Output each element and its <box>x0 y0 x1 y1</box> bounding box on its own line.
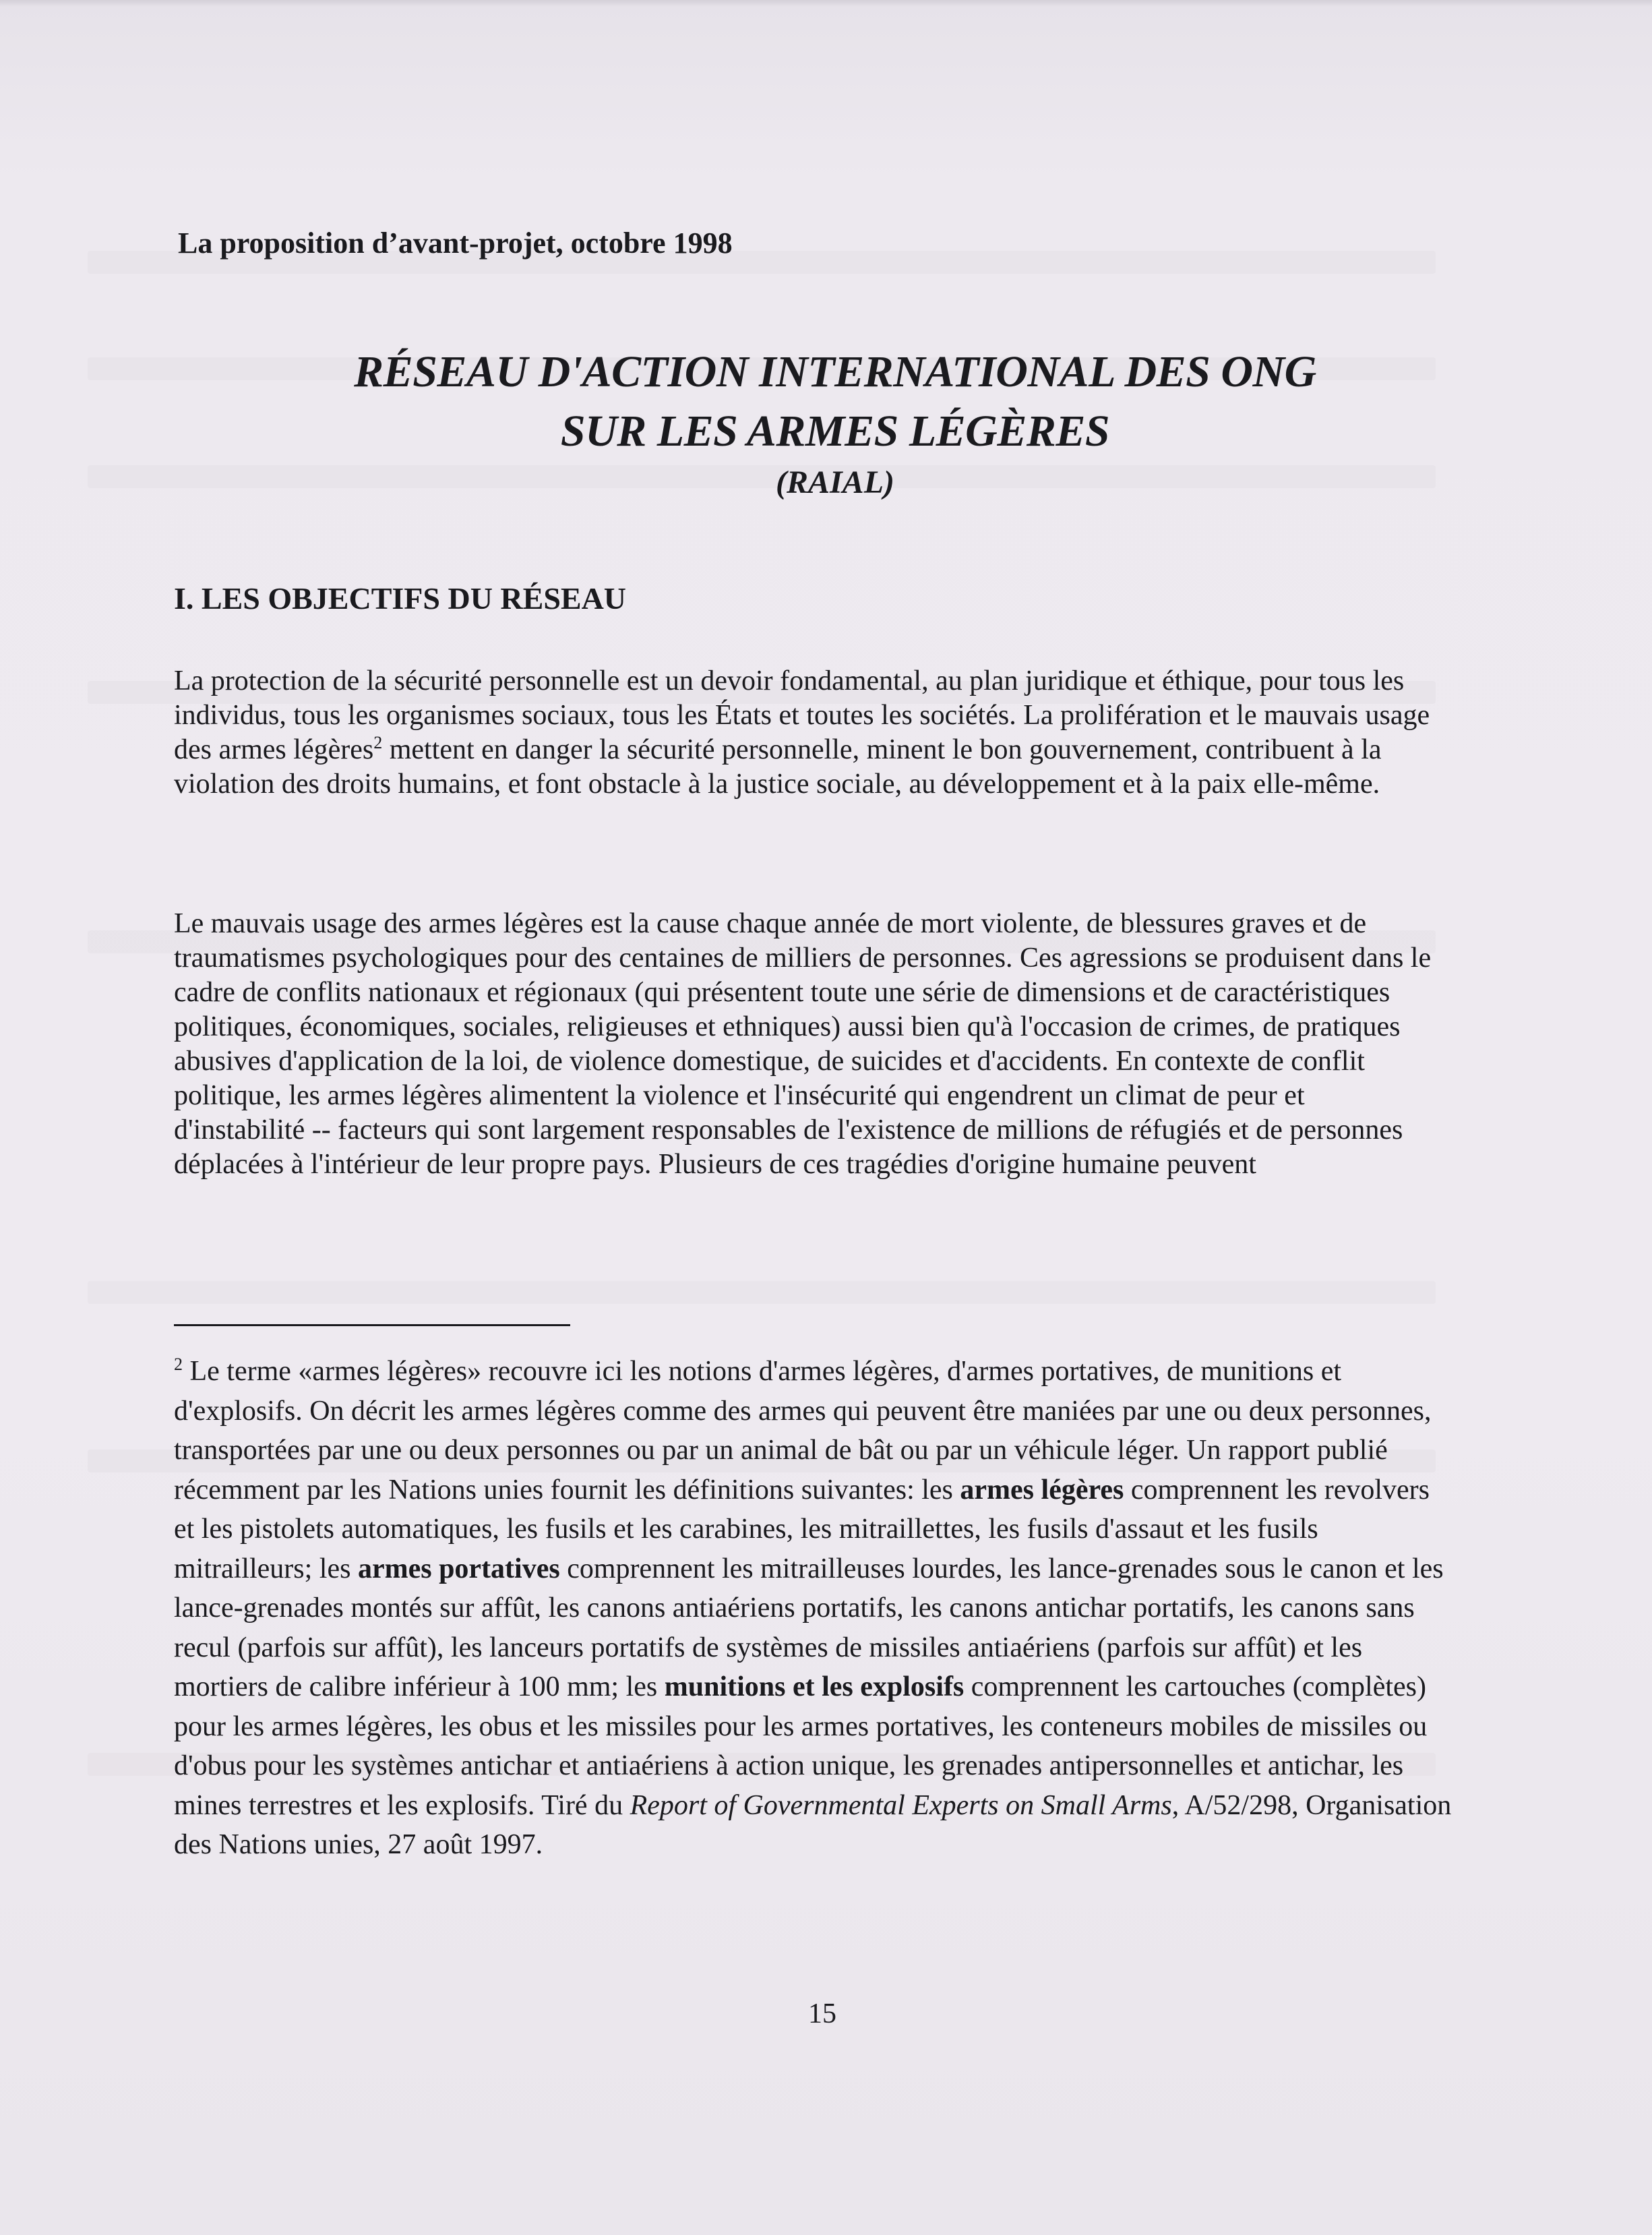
paragraph-1-text: La protection de la sécurité personnelle est un devoir fondamental, au plan juridique et éthique, pour tous les individus, tous les organismes sociaux, tous les États et toutes les sociétés. La prolifération et le mauvais usage des armes légères <box>174 665 1430 765</box>
footnote-term-light-weapons: armes légères <box>960 1474 1124 1506</box>
footnote-text: , A/52/298, Organisation des Nations unies, 27 août 1997. <box>174 1789 1452 1860</box>
document-header: La proposition d’avant-projet, octobre 1998 <box>178 227 733 260</box>
title-line-2: SUR LES ARMES LÉGÈRES <box>560 407 1110 456</box>
footnote-text: Le terme «armes légères» recouvre ici les notions d'armes légères, d'armes portatives, de munitions et d'explosifs. On décrit les armes légères comme des armes qui peuvent être maniées par une ou deux personnes, transportées par une ou deux personnes ou par un animal de bât ou par un véhicule léger. Un rapport publié récemment par les Nations unies fournit les définitions suivantes: les <box>174 1356 1432 1506</box>
footnote-text: comprennent les mitrailleuses lourdes, les lance-grenades sous le canon et les lance-grenades montés sur affût, les canons antiaériens portatifs, les canons antichar portatifs, les canons sans recul (parfois sur affût), les lanceurs portatifs de systèmes de missiles antiaériens (parfois sur affût) et les mortiers de calibre inférieur à 100 mm; les <box>174 1553 1444 1702</box>
footnote-reference: 2 <box>373 733 383 752</box>
section-heading: I. LES OBJECTIFS DU RÉSEAU <box>174 581 627 616</box>
footnote-marker: 2 <box>174 1354 183 1374</box>
paragraph-2: Le mauvais usage des armes légères est la cause chaque année de mort violente, de blessures graves et de traumatismes psychologiques pour des centaines de milliers de personnes. Ces agressions se produisent dans le cadre de conflits nationaux et régionaux (qui présentent toute une série de dimensions et de caractéristiques politiques, économiques, sociales, religieuses et ethniques) aussi bien qu'à l'occasion de crimes, de pratiques abusives d'application de la loi, de violence domestique, de suicides et d'accidents. En contexte de conflit politique, les armes légères alimentent la violence et l'insécurité qui engendrent un climat de peur et d'instabilité -- facteurs qui sont largement responsables de l'existence de millions de réfugiés et de personnes déplacées à l'intérieur de leur propre pays. Plusieurs de ces tragédies d'origine humaine peuvent <box>174 908 1432 1180</box>
footnote-term-portable-weapons: armes portatives <box>357 1553 560 1584</box>
title-abbreviation: (RAIAL) <box>775 465 894 500</box>
footnote-separator <box>174 1324 570 1326</box>
page-top-edge <box>0 0 1652 7</box>
footnote-text: comprennent les cartouches (complètes) pour les armes légères, les obus et les missiles pour les armes portatives, les conteneurs mobiles de missiles ou d'obus pour les systèmes antichar et antiaériens à action unique, les grenades antipersonnelles et antichar, les mines terrestres et les explosifs. Tiré du <box>174 1671 1428 1821</box>
footnote-report-title: Report of Governmental Experts on Small Arms <box>630 1789 1172 1821</box>
document-title <box>178 342 1492 504</box>
footnote-text: comprennent les revolvers et les pistolets automatiques, les fusils et les carabines, les mitraillettes, les fusils d'assaut et les fusils mitrailleurs; les <box>174 1474 1430 1584</box>
footnote-term-munitions: munitions et les explosifs <box>664 1671 965 1702</box>
title-line-1: RÉSEAU D'ACTION INTERNATIONAL DES ONG <box>354 347 1316 396</box>
paragraph-1 <box>174 664 1441 802</box>
footnote <box>174 1352 1455 1865</box>
paragraph-1-text-cont: mettent en danger la sécurité personnelle, minent le bon gouvernement, contribuent à la violation des droits humains, et font obstacle à la justice sociale, au développement et à la paix elle-même. <box>174 734 1382 800</box>
show-through-line <box>88 1281 1436 1304</box>
page-number: 15 <box>808 1998 836 2029</box>
